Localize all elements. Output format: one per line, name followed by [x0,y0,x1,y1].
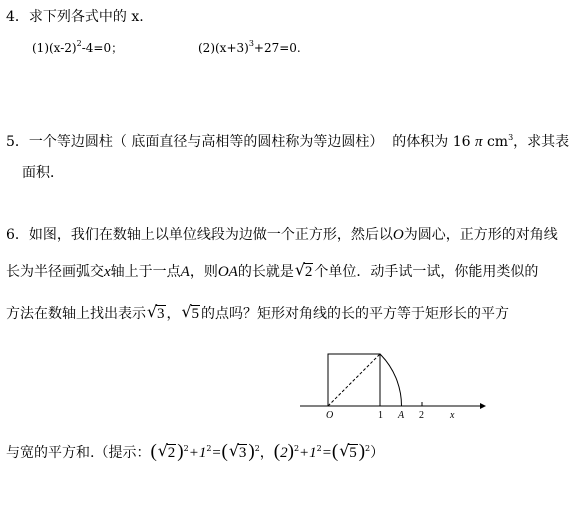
q6-var-a: A [180,264,190,280]
label-a: A [398,410,405,420]
q6-text: 与宽的平方和.（提示： [6,445,151,461]
sqrt-3-hint: √ 3 [228,441,247,461]
square-diagonal [328,354,380,406]
q6-line-3 [6,302,509,323]
q6-text: 为圆心，正方形的对角线 [403,227,558,243]
hint-equals: = [211,445,222,461]
number-line-figure [290,348,490,420]
hint-two: 2 [280,445,288,461]
q6-text: ，则 [189,264,218,280]
q6-text: 的长就是 [237,264,294,280]
radius-arc [380,354,402,406]
label-1: 1 [378,410,383,420]
axis-arrow-icon [480,403,486,409]
sqrt-3: √ 3 [147,302,165,322]
q6-line-1 [6,226,558,244]
q6-text: ， [166,306,181,322]
q4-equation-2: $(2)(x+3)^3+27=0$. [198,39,301,55]
q5-line-1: 5．一个等边圆柱（ 底面直径与高相等的圆柱称为等边圆柱） 的体积为 16 π $cm^3$，求其表 [6,133,570,150]
q4-title: 4．求下列各式中的 x. [6,9,144,25]
sqrt-5: √ 5 [181,302,199,322]
sqrt-2: √ 2 [294,260,313,280]
label-x: x [450,410,455,420]
q6-text: 方法在数轴上找出表示 [6,306,146,322]
hint-separator: ， [259,445,274,461]
q6-text: 轴上于一点 [110,264,181,280]
q6-var-x: x [104,264,111,280]
q6-text: 长为半径画弧交 [6,264,104,280]
q6-line-2 [6,260,539,281]
q5-line-2: 面积． [22,165,64,181]
q6-text: 6．如图，我们在数轴上以单位线段为边做一个正方形，然后以 [6,227,393,243]
q6-text: 的点吗？矩形对角线的长的平方等于矩形长的平方 [201,306,509,322]
hint-end: ） [370,445,385,461]
q6-var-o: O [392,227,404,243]
sqrt-5-hint: √ 5 [339,441,357,461]
q6-var-oa: OA [217,264,238,280]
q6-line-4: 与宽的平方和.（提示：( √ 2 )$^2+1^2=$( √ 3 )$^2$，$(2)^2+1^2=$( √ 5 )$^2$） [6,440,384,465]
label-2: 2 [419,410,424,420]
q6-text: 个单位．动手试一试，你能用类似的 [314,264,539,280]
label-o: O [326,410,334,420]
q4-equation-1: $(1)(x-2)^2-4=0$； [32,39,124,55]
hint-plus-one: +1 [188,445,207,461]
sqrt-2-hint: √ 2 [157,441,176,461]
